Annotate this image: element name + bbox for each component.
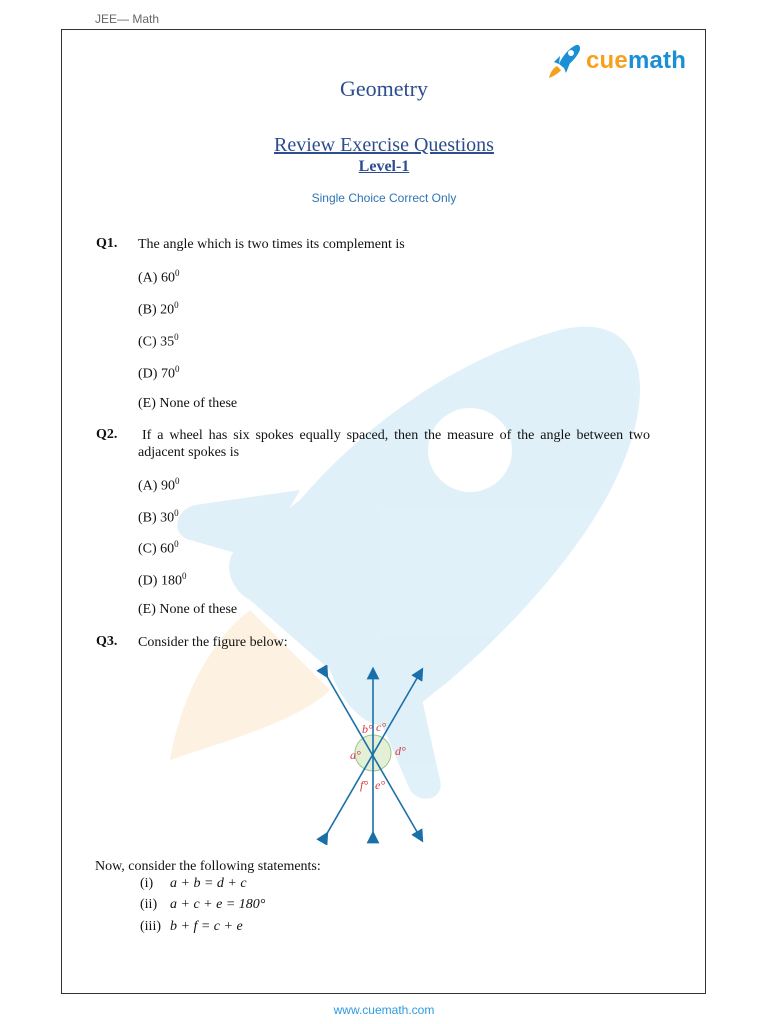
angle-label-a: a°	[350, 748, 361, 762]
statement-equation: a + c + e = 180°	[170, 897, 266, 912]
option-value: 90	[160, 478, 175, 494]
logo-wordmark-suffix: math	[627, 47, 687, 74]
running-header: JEE— Math	[95, 12, 160, 26]
angle-label-f: f°	[360, 778, 369, 792]
option-label: (D)	[138, 573, 158, 589]
option	[138, 332, 179, 351]
option	[138, 476, 179, 495]
option-value: None of these	[159, 396, 238, 411]
level-title: Level-1	[358, 158, 410, 175]
option-label: (B)	[138, 510, 157, 526]
option-label: (C)	[138, 541, 157, 557]
statement-equation: a + b = d + c	[170, 876, 247, 891]
option	[138, 571, 186, 590]
page-title: Geometry	[340, 76, 428, 101]
logo-wordmark-prefix: cue	[586, 47, 628, 74]
angle-label-d: d°	[395, 744, 406, 758]
option-label: (B)	[138, 302, 157, 318]
option-label: (D)	[138, 366, 158, 382]
statement-number: (i)	[140, 876, 154, 891]
option-value: 35	[160, 334, 175, 350]
angle-label-e: e°	[375, 778, 386, 792]
question-text: The angle which is two times its complement is	[138, 237, 405, 252]
question-number: Q1.	[96, 236, 118, 251]
option-degree: 0	[174, 332, 179, 342]
statement	[140, 919, 243, 935]
option-degree: 0	[181, 571, 187, 581]
option	[138, 396, 237, 412]
option-degree: 0	[174, 539, 179, 549]
statement	[140, 876, 247, 892]
option-value: 30	[160, 510, 175, 526]
statement-equation: b + f = c + e	[170, 919, 243, 934]
option-value: 60	[160, 270, 175, 286]
angle-figure	[300, 665, 450, 845]
statement	[140, 897, 265, 913]
option	[138, 508, 179, 527]
question-number: Q3.	[96, 634, 118, 649]
option-value: 60	[160, 541, 175, 557]
option	[138, 364, 179, 383]
rocket-icon	[546, 42, 582, 80]
option-degree: 0	[174, 300, 179, 310]
option-label: (A)	[138, 478, 158, 494]
question-type-subtitle: Single Choice Correct Only	[311, 191, 457, 205]
statements-intro: Now, consider the following statements:	[95, 859, 321, 874]
option-label: (A)	[138, 270, 158, 286]
option-degree: 0	[174, 476, 180, 486]
footer-url[interactable]: www.cuemath.com	[333, 1003, 435, 1017]
logo-wordmark	[586, 47, 686, 75]
option	[138, 268, 179, 287]
option	[138, 602, 237, 618]
option-degree: 0	[174, 268, 180, 278]
statement-number: (iii)	[140, 919, 161, 934]
option-value: 180	[160, 573, 182, 589]
option	[138, 539, 179, 558]
cuemath-logo	[546, 42, 686, 80]
section-title: Review Exercise Questions	[274, 134, 494, 156]
question-text: Consider the figure below:	[138, 635, 288, 650]
question-text: If a wheel has six spokes equally spaced, then the measure of the angle between two adjacent spokes is	[138, 428, 650, 460]
option-label: (E)	[138, 602, 156, 617]
angle-label-b: b°	[362, 722, 373, 736]
option-value: 70	[160, 366, 175, 382]
option	[138, 300, 179, 319]
option-degree: 0	[174, 508, 179, 518]
option-label: (C)	[138, 334, 157, 350]
question-number: Q2.	[96, 427, 118, 442]
angle-label-c: c°	[376, 720, 387, 734]
option-value: None of these	[159, 602, 238, 617]
option-degree: 0	[174, 364, 180, 374]
option-label: (E)	[138, 396, 156, 411]
statement-number: (ii)	[140, 897, 158, 912]
option-value: 20	[160, 302, 175, 318]
